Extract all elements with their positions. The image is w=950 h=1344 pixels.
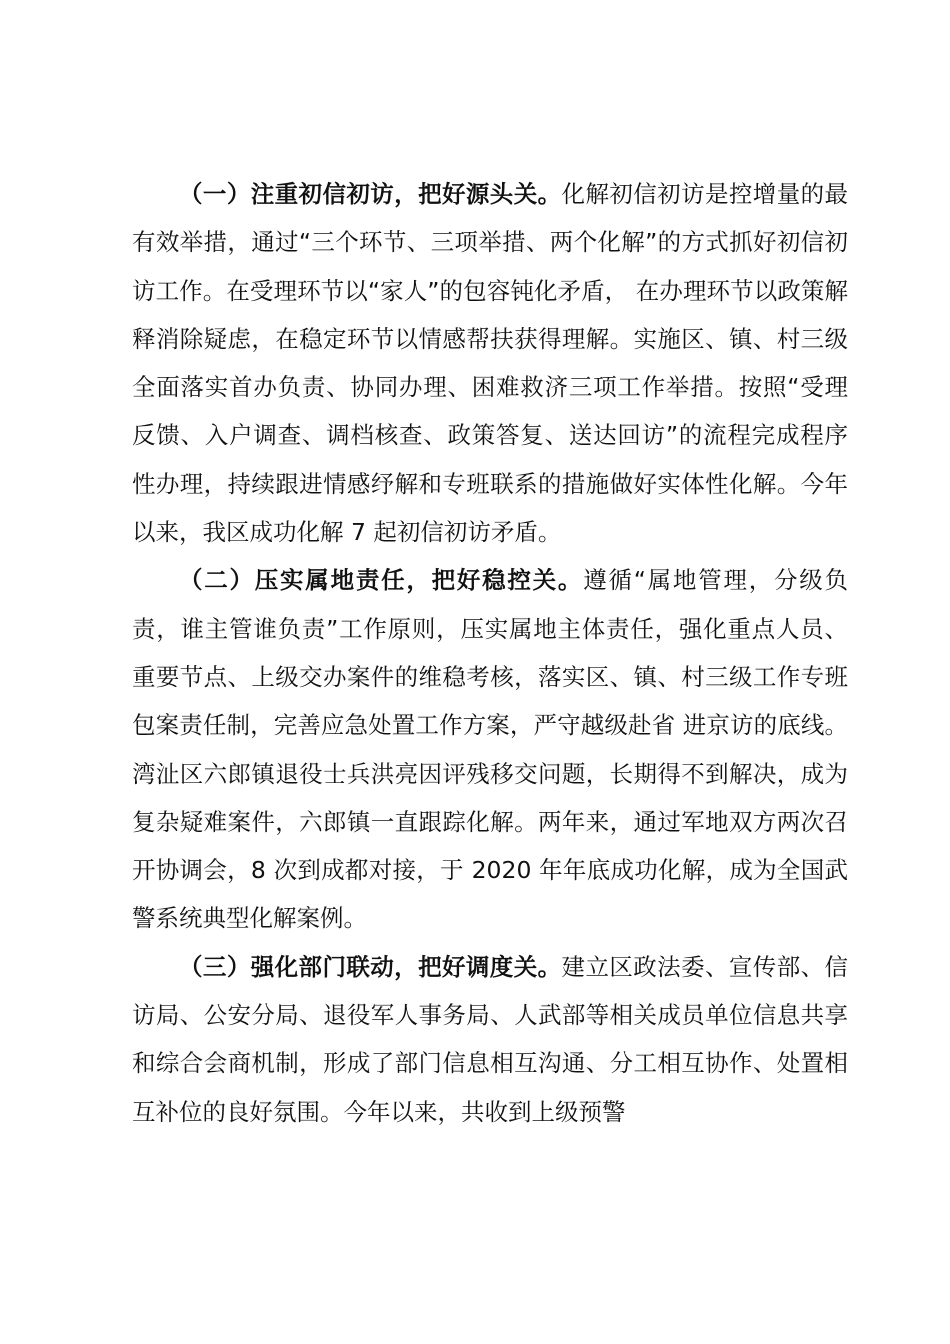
paragraph-territorial-responsibility (132, 556, 848, 942)
paragraph-heading: （三）强化部门联动，把好调度关。 (179, 952, 562, 981)
paragraph-body: 遵循“属地管理，分级负责，谁主管谁负责”工作原则，压实属地主体责任，强化重点人员、重要节点、上级交办案件的维稳考核，落实区、镇、村三级工作专班包案责任制，完善应急处置工作方案，严守越级赴省 进京访的底线。湾沚区六郎镇退役士兵洪亮因评残移交问题，长期得不到解决，成为复杂疑难案件，六郎镇一直跟踪化解。两年来，通过军地双方两次召开协调会，8 次到成都对接，于 2020 年年底成功化解，成为全国武警系统典型化解案例。 (132, 566, 848, 933)
document-body (132, 170, 848, 1136)
paragraph-heading: （二）压实属地责任，把好稳控关。 (179, 566, 584, 595)
paragraph-heading: （一）注重初信初访，把好源头关。 (179, 180, 562, 208)
paragraph-body: 建立区政法委、宣传部、信访局、公安分局、退役军人事务局、人武部等相关成员单位信息共享和综合会商机制，形成了部门信息相互沟通、分工相互协作、处置相互补位的良好氛围。今年以来，共收到上级预警 (132, 952, 849, 1126)
paragraph-initial-petitions (132, 170, 848, 556)
paragraph-body: 化解初信初访是控增量的最有效举措，通过“三个环节、三项举措、两个化解”的方式抓好初信初访工作。在受理环节以“家人”的包容钝化矛盾， 在办理环节以政策解释消除疑虑，在稳定环节以情感帮扶获得理解。实施区、镇、村三级全面落实首办负责、协同办理、困难救济三项工作举措。按照“受理反馈、入户调查、调档核查、政策答复、送达回访”的流程完成程序性办理，持续跟进情感纾解和专班联系的措施做好实体性化解。今年以来，我区成功化解 7 起初信初访矛盾。 (132, 180, 849, 547)
paragraph-department-linkage (132, 943, 848, 1136)
